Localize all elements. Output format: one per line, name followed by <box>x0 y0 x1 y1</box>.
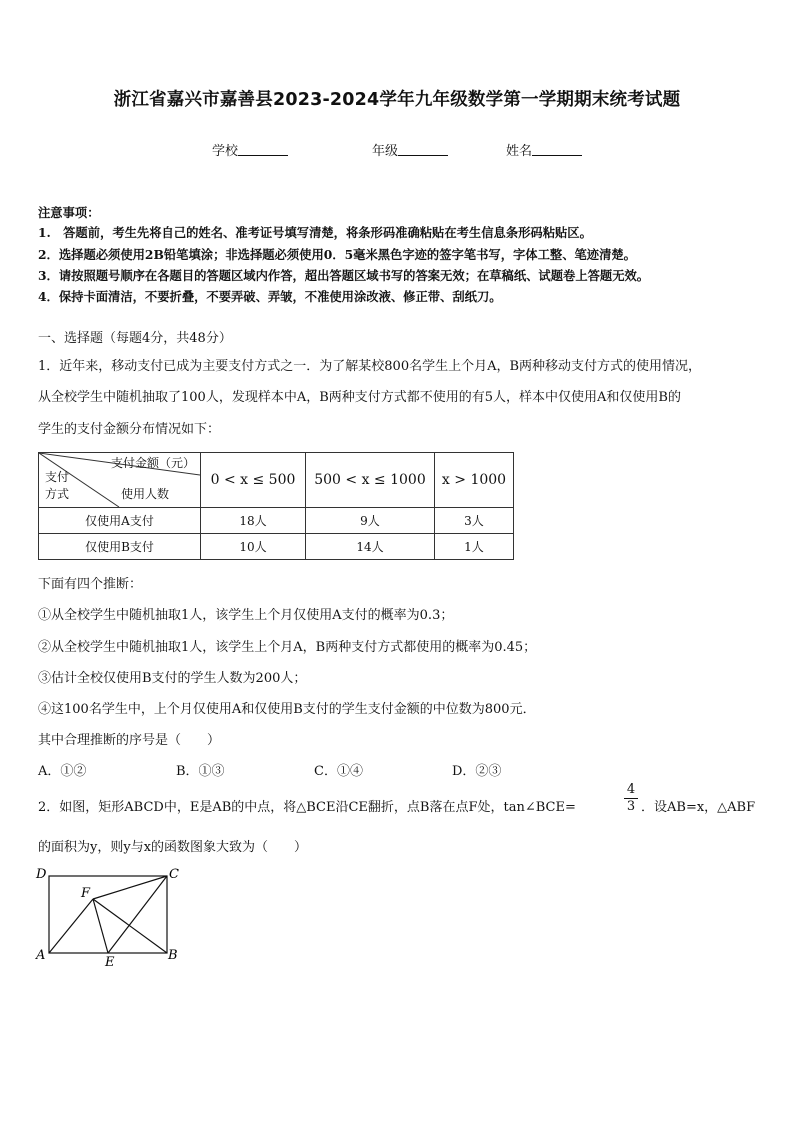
table-cell: 3人 <box>435 508 514 534</box>
table-cell: 9人 <box>306 508 435 534</box>
inference-intro: 下面有四个推断： <box>38 577 143 592</box>
notice-item-1: 1. 答题前，考生先将自己的姓名、准考证号填写清楚，将条形码准确粘贴在考生信息条形码粘贴区。 <box>38 225 592 240</box>
page-title: 浙江省嘉兴市嘉善县2023-2024学年九年级数学第一学期期末统考试题 <box>113 90 681 110</box>
name-field <box>506 140 582 159</box>
table-cell: 1人 <box>435 534 514 560</box>
payment-distribution-table <box>38 452 514 560</box>
fraction-denominator: 3 <box>624 798 638 814</box>
q1-line-1: 1．近年来，移动支付已成为主要支付方式之一．为了解某校800名学生上个月A，B两种移动支付方式的使用情况， <box>38 359 702 374</box>
label-e: E <box>105 955 115 970</box>
label-f: F <box>81 886 91 901</box>
table-header-row <box>39 453 514 508</box>
table-row <box>39 508 514 534</box>
q2-line-1b: ．设AB=x，△ABF <box>641 800 756 815</box>
rectangle-abcd-diagram <box>34 864 194 974</box>
rectangle-figure <box>34 864 194 978</box>
q1-line-3: 学生的支付金额分布情况如下： <box>38 422 221 437</box>
school-field <box>212 140 288 159</box>
inference-3: ③估计全校仅使用B支付的学生人数为200人； <box>38 671 307 686</box>
inference-1: ①从全校学生中随机抽取1人，该学生上个月仅使用A支付的概率为0.3； <box>38 608 454 623</box>
notice-heading: 注意事项： <box>38 205 100 220</box>
inference-2: ②从全校学生中随机抽取1人，该学生上个月A，B两种支付方式都使用的概率为0.45； <box>38 640 537 655</box>
header-range-3: x > 1000 <box>435 453 514 508</box>
q1-option-b[interactable]: B．①③ <box>176 764 225 779</box>
q1-option-d[interactable]: D．②③ <box>452 764 502 779</box>
notice-item-4: 4．保持卡面清洁，不要折叠，不要弄破、弄皱，不准使用涂改液、修正带、刮纸刀。 <box>38 289 502 304</box>
school-label: 学校 <box>212 144 239 159</box>
corner-left-label-2: 方式 <box>45 487 70 501</box>
label-c: C <box>169 867 179 882</box>
q2-line-2: 的面积为y，则y与x的函数图象大致为（ ） <box>38 840 308 855</box>
section-heading: 一、选择题（每题4分，共48分） <box>38 331 232 346</box>
header-range-2: 500 < x ≤ 1000 <box>306 453 435 508</box>
grade-field <box>372 140 448 159</box>
notice-item-3: 3．请按照题号顺序在各题目的答题区域内作答，超出答题区域书写的答案无效；在草稿纸、试题卷上答题无效。 <box>38 268 650 283</box>
row-label: 仅使用B支付 <box>39 534 201 560</box>
table-corner-cell <box>39 453 201 508</box>
fraction-numerator: 4 <box>626 782 636 797</box>
label-a: A <box>36 948 46 963</box>
table-cell: 10人 <box>201 534 306 560</box>
table-cell: 14人 <box>306 534 435 560</box>
header-range-1: 0 < x ≤ 500 <box>201 453 306 508</box>
table-row <box>39 534 514 560</box>
q1-option-a[interactable]: A．①② <box>38 764 87 779</box>
q1-option-c[interactable]: C．①④ <box>314 764 363 779</box>
row-label: 仅使用A支付 <box>39 508 201 534</box>
name-blank <box>532 142 582 156</box>
corner-top-label: 支付金额（元） <box>111 456 196 470</box>
label-b: B <box>168 948 178 963</box>
corner-mid-label: 使用人数 <box>121 487 170 501</box>
notice-item-2: 2．选择题必须使用2B铅笔填涂；非选择题必须使用0．5毫米黑色字迹的签字笔书写，字体工整、笔迹清楚。 <box>38 247 636 262</box>
q2-line-1a: 2．如图，矩形ABCD中，E是AB的中点，将△BCE沿CE翻折，点B落在点F处，tan∠BCE= <box>38 800 576 815</box>
q1-line-2: 从全校学生中随机抽取了100人，发现样本中A，B两种支付方式都不使用的有5人，样本中仅使用A和仅使用B的 <box>38 390 681 405</box>
grade-blank <box>398 142 448 156</box>
tan-fraction <box>624 782 638 814</box>
table-cell: 18人 <box>201 508 306 534</box>
inference-4: ④这100名学生中，上个月仅使用A和仅使用B支付的学生支付金额的中位数为800元． <box>38 702 536 717</box>
q1-question: 其中合理推断的序号是（ ） <box>38 733 221 748</box>
label-d: D <box>36 867 47 882</box>
corner-left-label-1: 支付 <box>45 470 70 484</box>
grade-label: 年级 <box>372 144 399 159</box>
name-label: 姓名 <box>506 144 533 159</box>
school-blank <box>238 142 288 156</box>
